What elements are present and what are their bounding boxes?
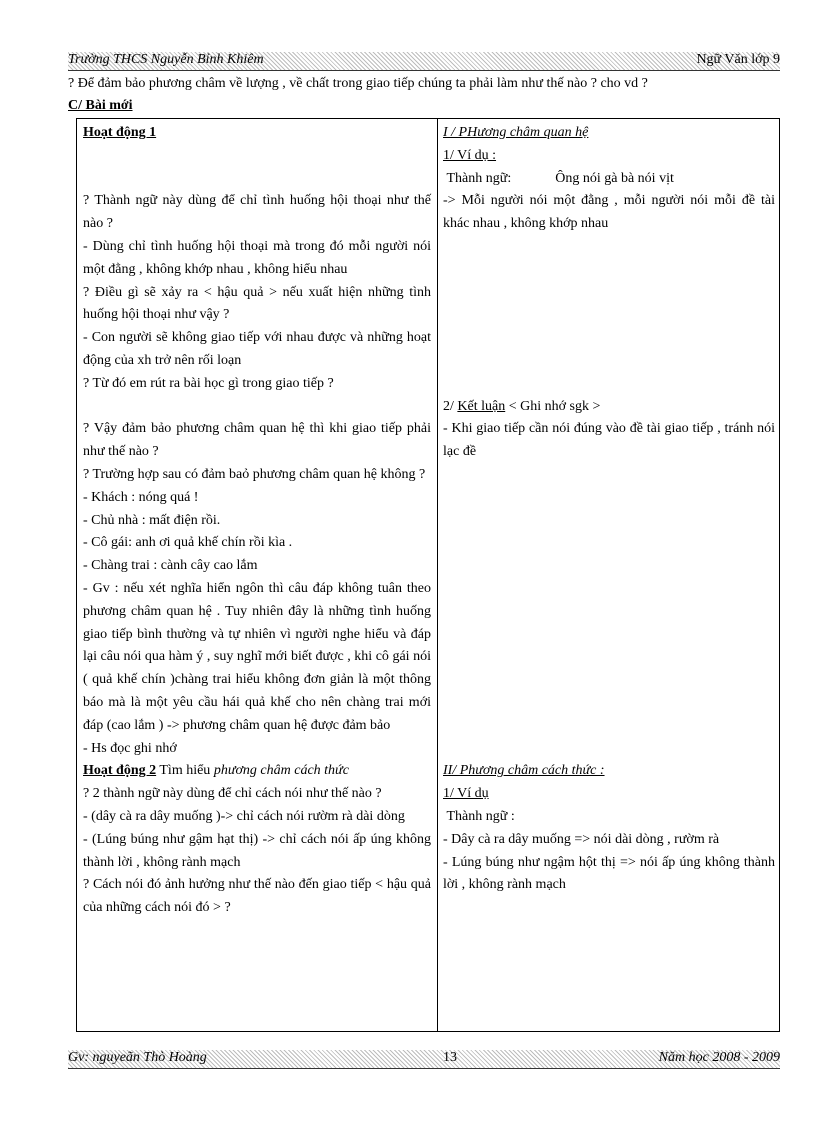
school-name: Trường THCS Nguyễn Bỉnh Khiêm [68, 52, 264, 67]
conclusion-heading [443, 396, 775, 419]
blank-line [443, 373, 775, 396]
blank-line [443, 327, 775, 350]
blank-line [83, 396, 431, 419]
subject-label: Ngữ Văn lớp 9 [696, 52, 780, 67]
dialogue-line: - Khách : nóng quá ! [83, 489, 199, 505]
question-line: ? Điều gì sẽ xảy ra < hậu quả > nếu xuất hiện những tình huống hội thoại như vậy ? [83, 284, 431, 323]
student-task: - Hs đọc ghi nhớ [83, 740, 177, 756]
question-line: ? Cách nói đó ảnh hưởng như thế nào đến giao tiếp < hậu quả của những cách nói đó > ? [83, 877, 431, 916]
idiom-item: - Dây cà ra dây muống => nói dài dòng , rườm rà [443, 831, 720, 847]
blank-line [443, 304, 775, 327]
conclusion-note: < Ghi nhớ sgk > [505, 398, 601, 414]
dialogue-line: - Cô gái: anh ơi quả khế chín rồi kìa . [83, 535, 293, 551]
teacher-activity-column [83, 122, 431, 920]
activity-2-topic: phương châm cách thức [213, 763, 349, 779]
example-heading: 1/ Ví dụ : [443, 147, 497, 163]
idiom-line [443, 168, 775, 191]
blank-line [83, 168, 431, 191]
page-header [68, 52, 780, 71]
conclusion-label: Kết luận [457, 398, 506, 414]
section-2-title: II/ Phương châm cách thức : [443, 763, 605, 779]
answer-line: - (dây cà ra dây muống )-> chỉ cách nói rườm rà dài dòng [83, 808, 405, 824]
activity-2-heading [83, 760, 431, 783]
page-number: 13 [443, 1050, 457, 1065]
question-line: ? Vậy đảm bảo phương châm quan hệ thì khi giao tiếp phải như thế nào ? [83, 421, 431, 460]
idiom-label: Thành ngữ: [446, 170, 512, 186]
question-line: ? Thành ngữ này dùng để chỉ tình huống hội thoại như thế nào ? [83, 193, 431, 232]
content-column [443, 122, 775, 897]
question-line: ? 2 thành ngữ này dùng để chỉ cách nói như thế nào ? [83, 786, 382, 802]
intro-question: ? Để đảm bảo phương châm về lượng , về chất trong giao tiếp chúng ta phải làm như thế nào ? cho vd ? [68, 76, 648, 91]
column-divider [437, 119, 438, 1031]
answer-line: - Dùng chỉ tình huống hội thoại mà trong đó mỗi người nói một đằng , không khớp nhau , không hiểu nhau [83, 238, 431, 277]
blank-line [443, 236, 775, 259]
school-year: Năm học 2008 - 2009 [658, 1050, 780, 1065]
dialogue-line: - Chàng trai : cành cây cao lắm [83, 558, 258, 574]
conclusion-number: 2/ [443, 398, 454, 414]
blank-line [83, 145, 431, 168]
blank-line [443, 282, 775, 305]
idiom-explanation: -> Mỗi người nói một đằng , mỗi người nói mỗi đề tài khác nhau , không khớp nhau [443, 193, 775, 232]
conclusion-text: - Khi giao tiếp cần nói đúng vào đề tài giao tiếp , tránh nói lạc đề [443, 421, 775, 460]
question-line: ? Từ đó em rút ra bài học gì trong giao tiếp ? [83, 375, 334, 391]
answer-line: - Con người sẽ không giao tiếp với nhau được và những hoạt động của xh trở nên rối loạn [83, 330, 431, 368]
blank-line [443, 259, 775, 282]
idiom-label-2 [443, 806, 775, 829]
section-title: C/ Bài mới [68, 98, 133, 113]
dialogue-line: - Chủ nhà : mất điện rồi. [83, 512, 221, 528]
idiom-item: - Lúng búng như ngậm hột thị => nói ấp úng không thành lời , không rành mạch [443, 854, 775, 893]
section-1-title: I / PHương châm quan hệ [443, 125, 589, 140]
page-footer [68, 1050, 780, 1069]
teacher-name: Gv: nguyeãn Thò Hoàng [68, 1050, 207, 1065]
blank-line [443, 350, 775, 373]
lesson-table [76, 118, 780, 1032]
question-line: ? Trường hợp sau có đảm baỏ phương châm quan hệ không ? [83, 466, 426, 482]
spacer [443, 464, 775, 760]
example-heading-2: 1/ Ví dụ [443, 786, 489, 802]
idiom-value: Ông nói gà bà nói vịt [555, 170, 674, 186]
teacher-note: - Gv : nếu xét nghĩa hiển ngôn thì câu đáp không tuân theo phương châm quan hệ . Tuy nhiên đây là những tình huống giao tiếp bình thường và tự nhiên vì người nghe hiểu và đáp lại câu nói qua hàm ý , suy nghĩ mới biết được , khi cô gái nói ( quả khế chín )chàng trai hiểu không đơn giản là một thông báo mà là một yêu cầu hái quả khế cho nên chàng trai mới đáp (cao lắm ) -> phương châm quan hệ được đảm bảo [83, 580, 431, 733]
activity-2-title: Hoạt động 2 [83, 763, 157, 779]
answer-line: - (Lúng búng như gậm hạt thị) -> chỉ cách nói ấp úng không thành lời , không rành mạch [83, 831, 431, 870]
activity-1-title: Hoạt động 1 [83, 125, 157, 140]
idiom-label-text: Thành ngữ : [446, 808, 515, 824]
activity-2-text: Tìm hiểu [156, 763, 214, 779]
